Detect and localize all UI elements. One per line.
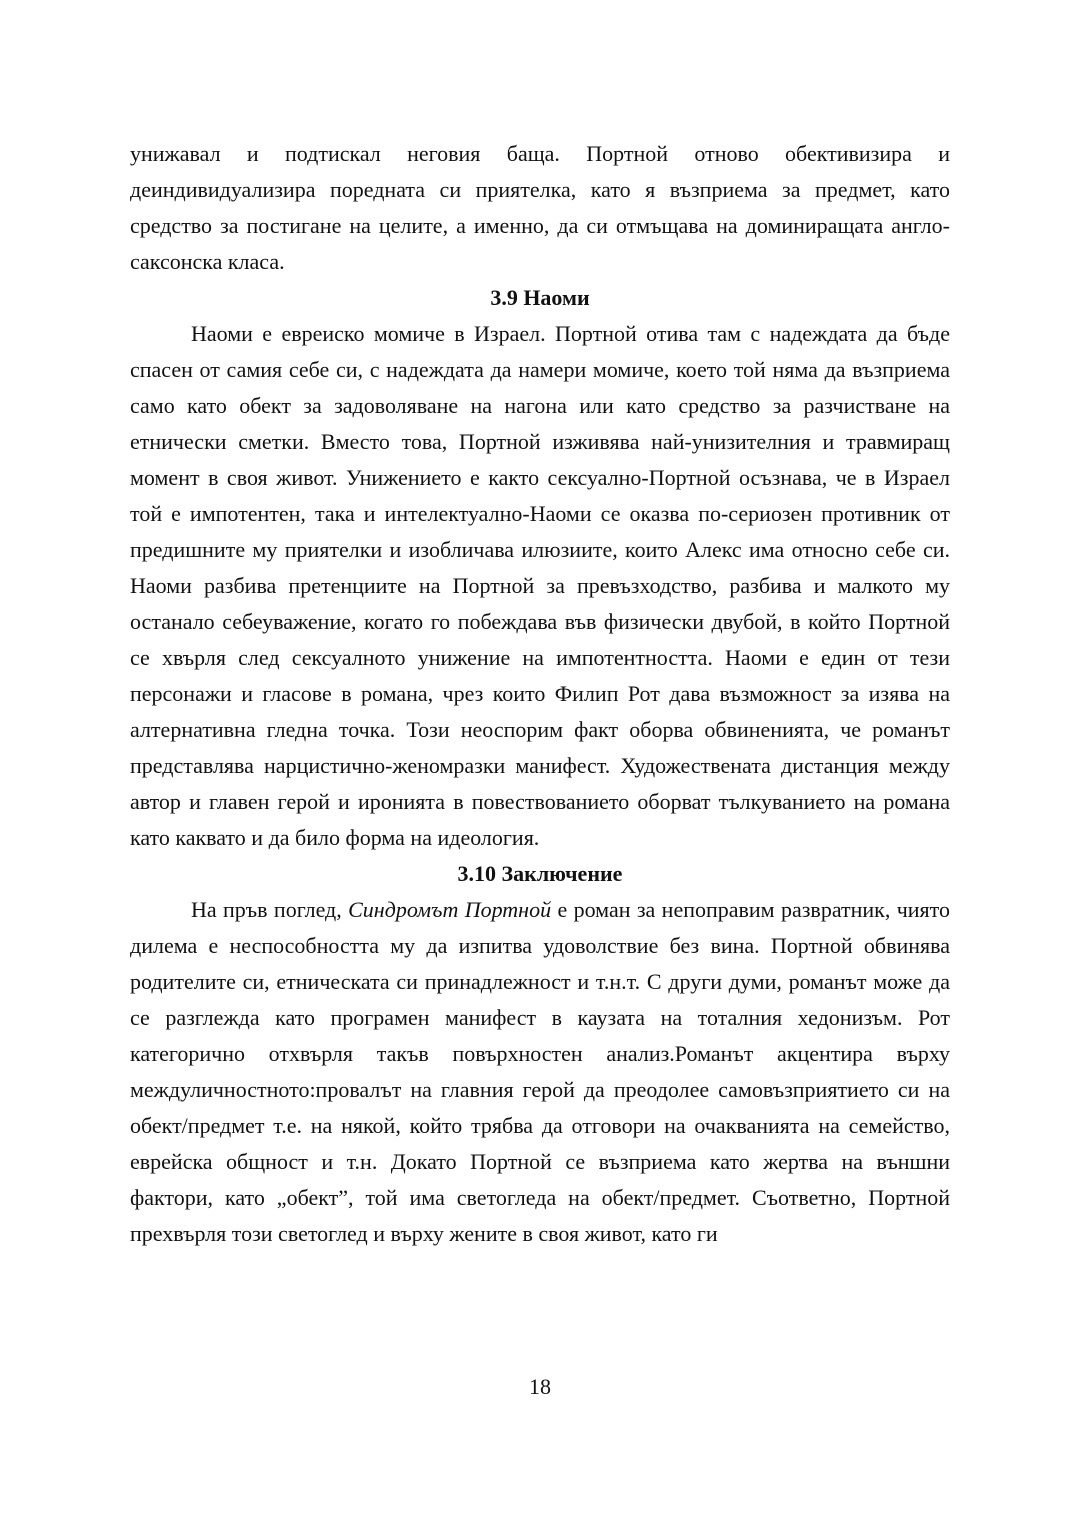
book-title: Синдромът Портной	[348, 897, 552, 922]
section-body-naomi: Наоми е евреиско момиче в Израел. Портной отива там с надеждата да бъде спасен от самия себе си, с надеждата да намери момиче, което той няма да възприема само като обект за задоволяване на нагона или като средство за разчистване на етнически сметки. Вместо това, Портной изживява най-унизителния и травмиращ момент в своя живот. Унижението е както сексуално-Портной осъзнава, че в Израел той е импотентен, така и интелектуално-Наоми се оказва по-сериозен противник от предишните му приятелки и изобличава илюзиите, които Алекс има относно себе си. Наоми разбива претенциите на Портной за превъзходство, разбива и малкото му останало себеуважение, когато го побеждава във физически двубой, в който Портной се хвърля след сексуалното унижение на импотентността. Наоми е един от тези персонажи и гласове в романа, чрез които Филип Рот дава възможност за изява на алтернативна гледна точка. Този неоспорим факт оборва обвиненията, че романът представлява нарцистично-женомразки манифест. Художествената дистанция между автор и главен герой и иронията в повествованието оборват тълкуванието на романа като каквато и да било форма на идеология.	[130, 321, 950, 850]
section-heading-naomi: 3.9 Наоми	[490, 285, 590, 310]
conclusion-text-rest: е роман за непоправим развратник, чиято дилема е неспособността му да изпитва удоволствие без вина. Портной обвинява родителите си, етническата си принадлежност и т.н.т. С други думи, романът може да се разглежда като програмен манифест в каузата на тоталния хедонизъм. Рот категорично отхвърля такъв повърхностен анализ.Романът акцентира върху междуличностното:провалът на главния герой да преодолее самовъзприятието си на обект/предмет т.е. на някой, който трябва да отговори на очакванията на семейство, еврейска общност и т.н. Докато Портной се възприема като жертва на външни фактори, като „обект”, той има светогледа на обект/предмет. Съответно, Портной прехвърля този светоглед и върху жените в своя живот, като ги	[130, 897, 951, 1246]
conclusion-text-start: На пръв поглед,	[191, 897, 349, 922]
section-body-conclusion	[130, 892, 950, 1252]
paragraph-continuation: унижавал и подтискал неговия баща. Портной отново обективизира и деиндивидуализира поредната си приятелка, като я възприема за предмет, като средство за постигане на целите, а именно, да си отмъщава на доминиращата англо-саксонска класа.	[130, 141, 950, 274]
document-page	[130, 136, 950, 1252]
page-number: 18	[529, 1374, 551, 1399]
section-heading-conclusion: 3.10 Заключение	[457, 861, 623, 886]
